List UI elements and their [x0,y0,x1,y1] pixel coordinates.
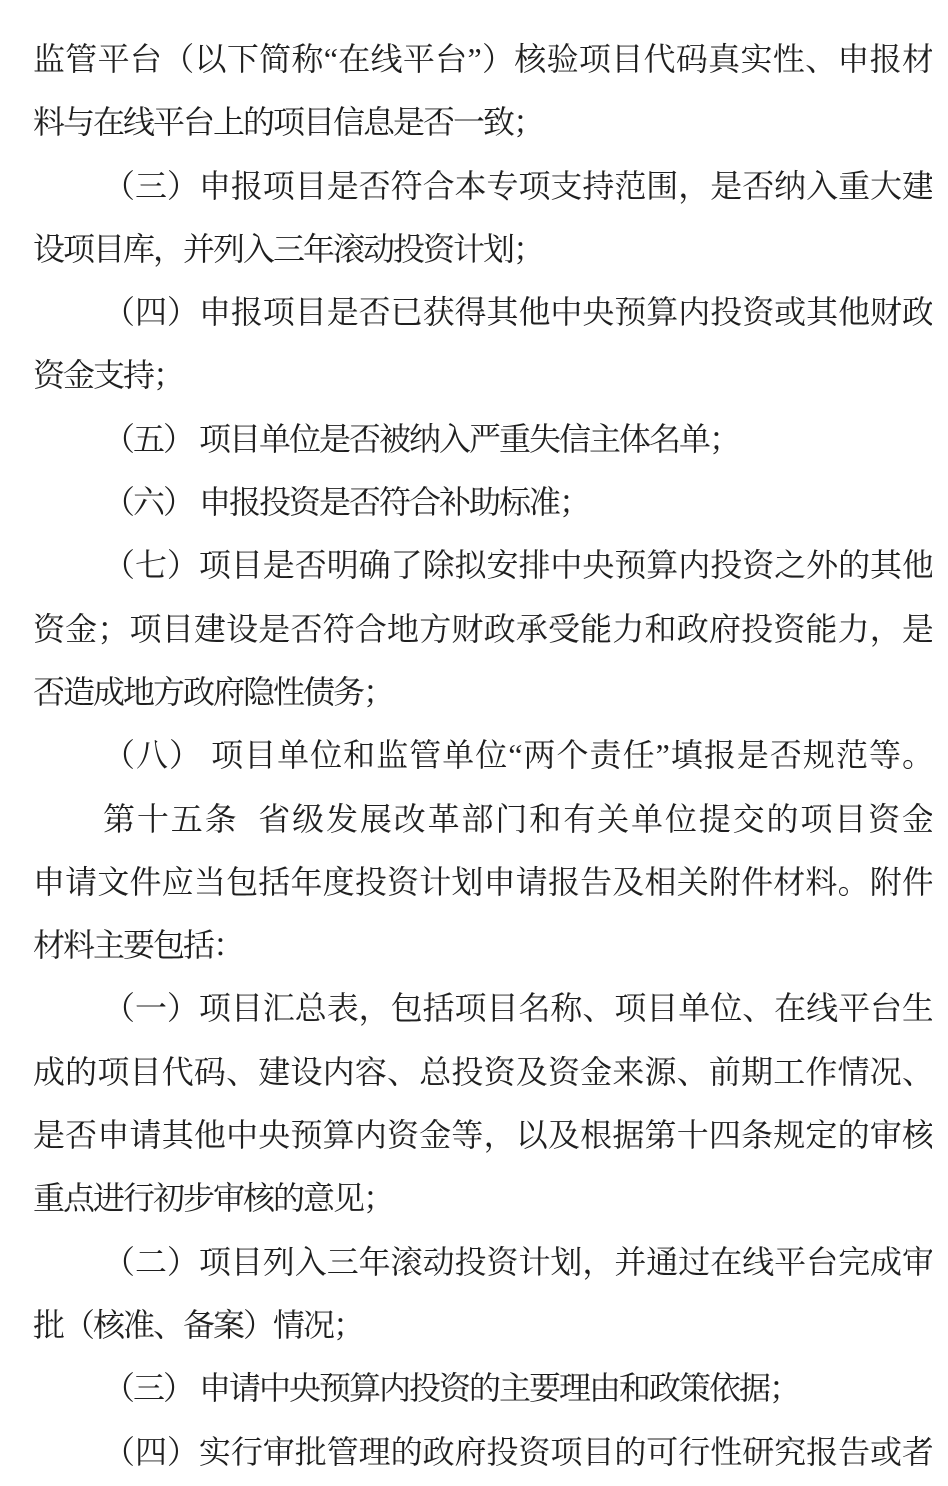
text-line: （三） 申请中央预算内投资的主要理由和政策依据； [103,1370,800,1407]
text-line: （三）申报项目是否符合本专项支持范围，是否纳入重大建 [103,167,932,204]
text-line: 申请文件应当包括年度投资计划申请报告及相关附件材料。附件 [33,863,932,900]
text-line: 批（核准、备案）情况； [33,1306,364,1343]
text-line: （七）项目是否明确了除拟安排中央预算内投资之外的其他 [103,547,932,584]
text-line: （四）申报项目是否已获得其他中央预算内投资或其他财政 [103,294,932,331]
text-line: （一）项目汇总表，包括项目名称、项目单位、在线平台生 [103,990,932,1027]
text-line: 是否申请其他中央预算内资金等，以及根据第十四条规定的审核 [33,1117,932,1154]
text-line: 资金；项目建设是否符合地方财政承受能力和政府投资能力，是 [33,610,932,647]
text-line: 料与在线平台上的项目信息是否一致； [33,104,544,141]
text-line: （八） 项目单位和监管单位“两个责任”填报是否规范等。 [103,737,932,774]
text-line: 设项目库，并列入三年滚动投资计划； [33,230,544,267]
text-line: （六） 申报投资是否符合补助标准； [103,484,590,521]
text-line: 成的项目代码、建设内容、总投资及资金来源、前期工作情况、 [33,1053,932,1090]
text-line: 材料主要包括： [33,927,244,964]
text-line: 监管平台（以下简称“在线平台”）核验项目代码真实性、申报材 [33,41,932,77]
text-line: （二）项目列入三年滚动投资计划，并通过在线平台完成审 [103,1243,932,1280]
text-line: （四）实行审批管理的政府投资项目的可行性研究报告或者 [103,1433,932,1470]
text-line: （五） 项目单位是否被纳入严重失信主体名单； [103,420,740,457]
text-line: 第十五条 省级发展改革部门和有关单位提交的项目资金 [103,800,932,837]
text-line: 资金支持； [33,357,184,394]
text-line: 否造成地方政府隐性债务； [33,673,394,710]
text-line: 重点进行初步审核的意见； [33,1180,394,1217]
